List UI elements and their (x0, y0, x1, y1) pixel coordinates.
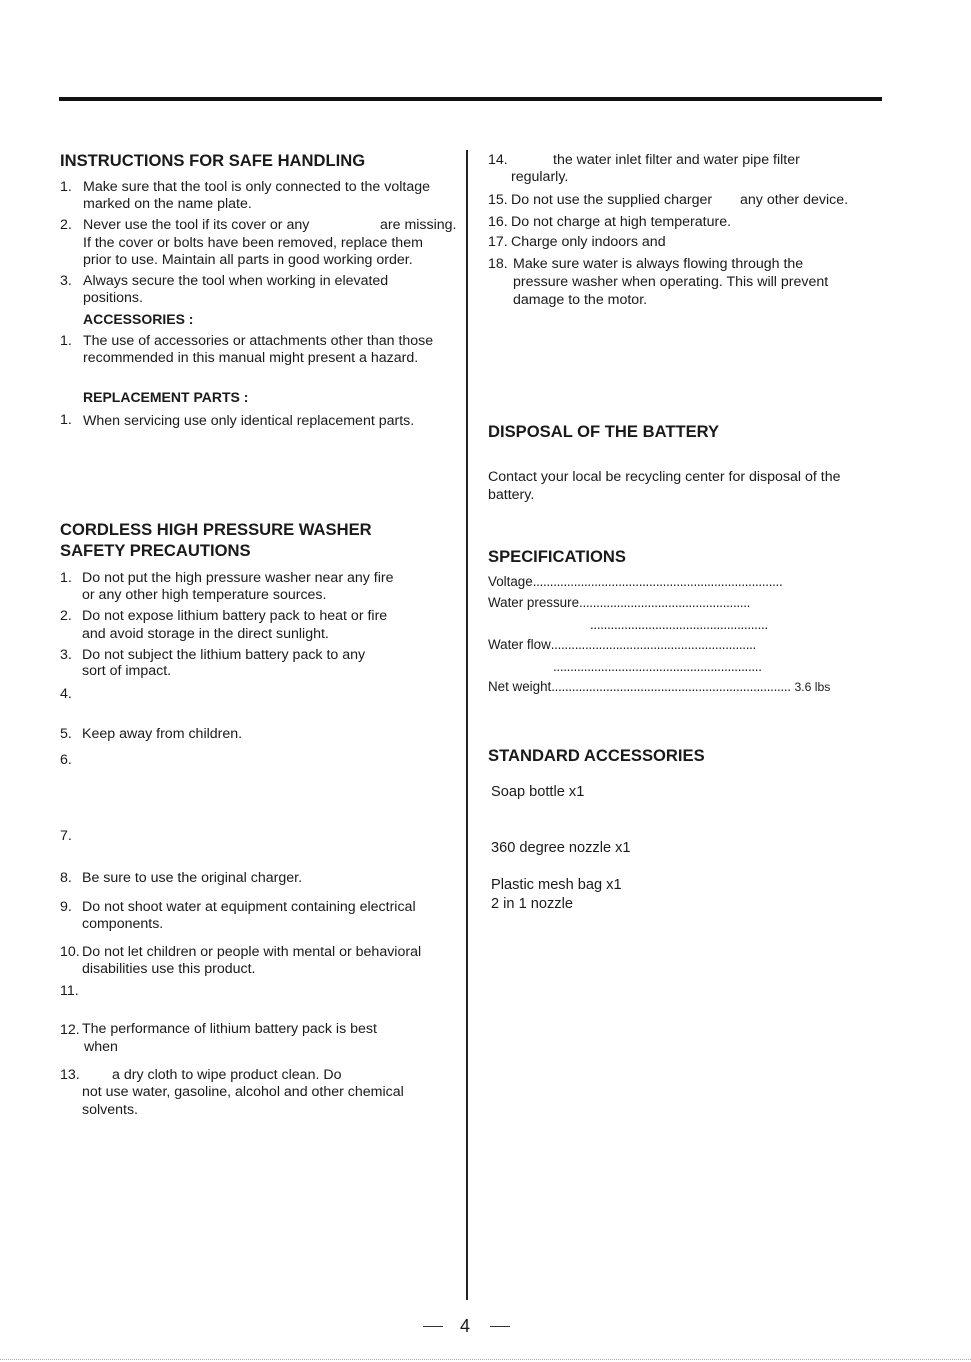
washer-safety-title: SAFETY PRECAUTIONS (60, 541, 251, 560)
washer-item-text: sort of impact. (82, 663, 172, 679)
washer-item-text: components. (82, 916, 164, 932)
washer-item-number: 9. (60, 899, 72, 915)
washer-item-text: solvents. (82, 1102, 138, 1118)
specifications-title: SPECIFICATIONS (488, 547, 626, 566)
spec-leader: .................................................... (590, 617, 768, 632)
safe-item-number: 1. (60, 179, 72, 195)
accessory-item: 360 degree nozzle x1 (491, 840, 631, 856)
washer-item-number: 2. (60, 608, 72, 624)
spec-leader: ............................................................ (550, 637, 756, 652)
washer-item-text: a dry cloth to wipe product clean. Do (112, 1067, 342, 1083)
washer-item-text: Do not use the supplied charger (511, 192, 713, 208)
safe-item-text: marked on the name plate. (83, 196, 252, 212)
safe-item-text: If the cover or bolts have been removed, replace them (83, 235, 423, 251)
accessory-item: Plastic mesh bag x1 (491, 877, 622, 893)
safe-item-text: positions. (83, 290, 143, 306)
washer-item-text: or any other high temperature sources. (82, 587, 327, 603)
safe-item-number: 3. (60, 273, 72, 289)
page-number: 4 (460, 1316, 471, 1336)
standard-accessories-title: STANDARD ACCESSORIES (488, 746, 705, 765)
spec-row-pressure-alt (590, 617, 768, 633)
washer-item-text: Do not put the high pressure washer near any fire (82, 570, 394, 586)
washer-item-text: the water inlet filter and water pipe filter (553, 152, 800, 168)
disposal-title: DISPOSAL OF THE BATTERY (488, 422, 720, 441)
disposal-text: battery. (488, 487, 535, 503)
washer-item-number: 8. (60, 870, 72, 886)
spec-label: Water pressure (488, 595, 580, 610)
spec-row-net-weight (488, 679, 830, 695)
accessories-item-number: 1. (60, 333, 72, 349)
washer-item-text: Do not expose lithium battery pack to heat or fire (82, 608, 388, 624)
washer-item-text: damage to the motor. (513, 292, 648, 308)
washer-item-text: The performance of lithium battery pack is best (82, 1021, 377, 1037)
spec-leader: ............................................................. (553, 659, 762, 674)
washer-item-text: pressure washer when operating. This will prevent (513, 274, 829, 290)
washer-item-number: 1. (60, 570, 72, 586)
washer-item-text: Do not subject the lithium battery pack to any (82, 647, 366, 663)
spec-row-water-flow (488, 637, 756, 653)
washer-item-text: any other device. (740, 192, 849, 208)
safe-handling-title: INSTRUCTIONS FOR SAFE HANDLING (60, 151, 366, 170)
column-divider (466, 150, 468, 1300)
accessories-item-text: recommended in this manual might present a hazard. (83, 350, 419, 366)
accessories-item-text: The use of accessories or attachments other than those (83, 333, 434, 349)
washer-item-number: 14. (488, 152, 508, 168)
accessory-item: Soap bottle x1 (491, 784, 585, 800)
bottom-edge-line (0, 1359, 971, 1360)
spec-leader: ......................................................................... (532, 574, 783, 589)
safe-item-number: 2. (60, 217, 72, 233)
washer-item-text: Make sure water is always flowing through the (513, 256, 804, 272)
replacement-subheading: REPLACEMENT PARTS : (83, 389, 249, 405)
spec-row-voltage (488, 574, 782, 590)
washer-item-number: 18. (488, 256, 508, 272)
washer-item-number: 12. (60, 1022, 80, 1038)
washer-item-number: 15. (488, 192, 508, 208)
washer-item-text: Be sure to use the original charger. (82, 870, 303, 886)
washer-item-text: Charge only indoors and (511, 234, 666, 250)
washer-item-number: 16. (488, 214, 508, 230)
washer-item-number: 3. (60, 647, 72, 663)
spec-leader: .................................................. (579, 595, 751, 610)
washer-item-number: 4. (60, 686, 72, 702)
washer-item-number: 11. (60, 983, 79, 999)
washer-item-text: and avoid storage in the direct sunlight. (82, 626, 329, 642)
replacement-item-text: When servicing use only identical replacement parts. (83, 413, 415, 429)
spec-label: Net weight (488, 679, 552, 694)
page-footer (0, 1314, 971, 1338)
spec-row-flow-alt (553, 659, 762, 675)
washer-item-number: 7. (60, 828, 72, 844)
spec-label: Water flow (488, 637, 551, 652)
accessory-item: 2 in 1 nozzle (491, 896, 573, 912)
washer-item-text: Keep away from children. (82, 726, 243, 742)
washer-item-number: 6. (60, 752, 72, 768)
washer-item-text: not use water, gasoline, alcohol and other chemical (82, 1084, 404, 1100)
spec-value: 3.6 lbs (794, 680, 831, 694)
spec-row-water-pressure (488, 595, 750, 611)
accessories-subheading: ACCESSORIES : (83, 311, 194, 327)
washer-item-number: 5. (60, 726, 72, 742)
washer-item-number: 10. (60, 944, 80, 960)
page-number-dash (423, 1326, 443, 1327)
washer-item-text: when (84, 1039, 118, 1055)
safe-item-text: are missing. (380, 217, 457, 233)
safe-item-text: Never use the tool if its cover or any (83, 217, 310, 233)
washer-item-number: 13. (60, 1067, 80, 1083)
header-rule (59, 97, 882, 101)
safe-item-text: Always secure the tool when working in elevated (83, 273, 389, 289)
replacement-item-number: 1. (60, 412, 72, 428)
spec-leader: ...................................................................... (551, 679, 791, 694)
washer-item-number: 17. (488, 234, 508, 250)
washer-item-text: Do not let children or people with mental or behavioral (82, 944, 422, 960)
spec-label: Voltage (488, 574, 533, 589)
page-number-dash (490, 1326, 510, 1327)
safe-item-text: Make sure that the tool is only connected to the voltage (83, 179, 431, 195)
washer-item-text: Do not shoot water at equipment containing electrical (82, 899, 416, 915)
safe-item-text: prior to use. Maintain all parts in good working order. (83, 252, 413, 268)
disposal-text: Contact your local be recycling center for disposal of the (488, 469, 841, 485)
washer-safety-title: CORDLESS HIGH PRESSURE WASHER (60, 520, 372, 539)
washer-item-text: regularly. (511, 169, 569, 185)
washer-item-text: disabilities use this product. (82, 961, 256, 977)
washer-item-text: Do not charge at high temperature. (511, 214, 732, 230)
